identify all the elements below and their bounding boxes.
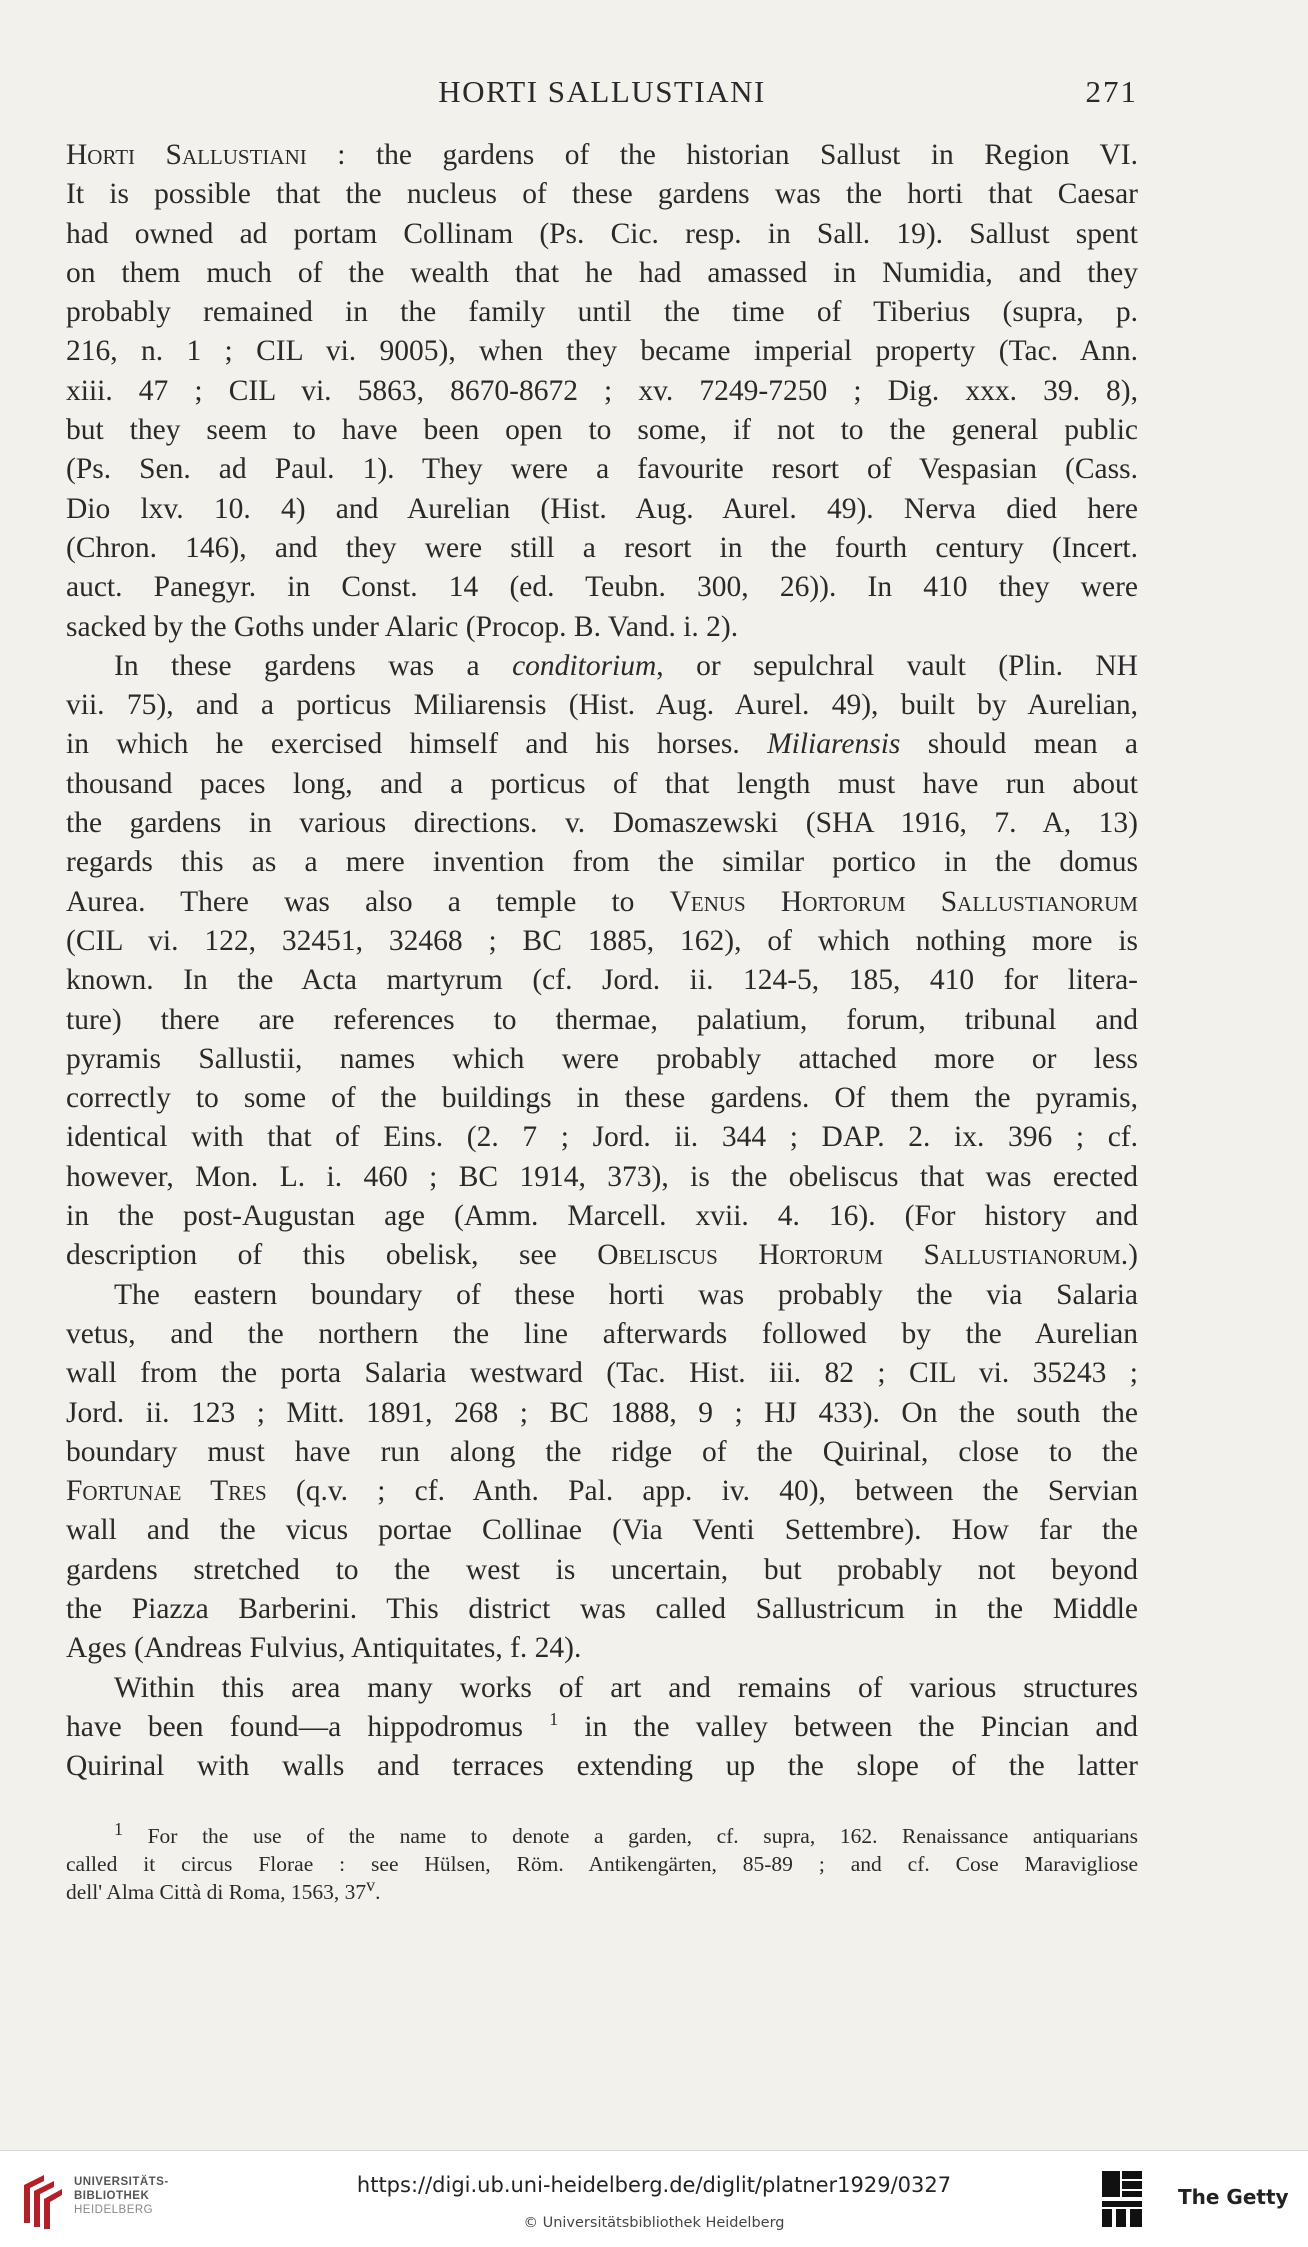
- text-line: identical with that of Eins. (2. 7 ; Jord. ii. 344 ; DAP. 2. ix. 396 ; cf.: [66, 1121, 1138, 1154]
- footnote-line: dell' Alma Città di Roma, 1563, 37$^v$.: [66, 1874, 381, 1904]
- text-line: Horti Sallustiani : the gardens of the historian Sallust in Region VI.: [66, 139, 1138, 171]
- main-text: [66, 136, 1138, 1786]
- running-title: HORTI SALLUSTIANI: [438, 74, 766, 109]
- italic-term: Miliarensis: [767, 728, 901, 761]
- text-line: 216, n. 1 ; CIL vi. 9005), when they became imperial property (Tac. Ann.: [66, 335, 1138, 368]
- text-line: description of this obelisk, see Obeliscus Hortorum Sallustianorum.): [66, 1239, 1138, 1272]
- cross-reference: Fortunae Tres: [66, 1475, 267, 1508]
- text-line: Fortunae Tres (q.v. ; cf. Anth. Pal. app. iv. 40), between the Servian: [66, 1475, 1138, 1508]
- superscript: v: [366, 1874, 376, 1895]
- text-line: on them much of the wealth that he had amassed in Numidia, and they: [66, 256, 1138, 289]
- text-line: in the post-Augustan age (Amm. Marcell. xvii. 4. 16). (For history and: [66, 1200, 1138, 1233]
- text-line: Quirinal with walls and terraces extending up the slope of the latter: [66, 1750, 1138, 1783]
- text-line: sacked by the Goths under Alaric (Procop. B. Vand. i. 2).: [66, 610, 739, 643]
- text-line: in which he exercised himself and his horses. Miliarensis should mean a: [66, 728, 1139, 761]
- partner-name: The Getty: [1178, 2185, 1289, 2209]
- italic-term: conditorium: [512, 649, 657, 682]
- text-line: known. In the Acta martyrum (cf. Jord. ii. 124-5, 185, 410 for litera-: [66, 964, 1138, 997]
- footnotes: [66, 1818, 1138, 1906]
- text-line: ture) there are references to thermae, palatium, forum, tribunal and: [66, 1003, 1138, 1036]
- library-name: UNIVERSITÄTS- BIBLIOTHEK HEIDELBERG: [74, 2176, 169, 2216]
- text-line: (Ps. Sen. ad Paul. 1). They were a favourite resort of Vespasian (Cass.: [66, 453, 1138, 486]
- footnote-number: 1: [114, 1818, 123, 1839]
- text-line: (CIL vi. 122, 32451, 32468 ; BC 1885, 162), of which nothing more is: [66, 924, 1138, 957]
- text-line: The eastern boundary of these horti was probably the via Salaria: [114, 1278, 1138, 1311]
- getty-logo-icon[interactable]: [1098, 2167, 1146, 2231]
- text-line: regards this as a mere invention from the similar portico in the domus: [66, 846, 1138, 879]
- text-line: had owned ad portam Collinam (Ps. Cic. resp. in Sall. 19). Sallust spent: [66, 217, 1138, 250]
- text-line: vetus, and the northern the line afterwards followed by the Aurelian: [66, 1317, 1138, 1350]
- permalink-url[interactable]: https://digi.ub.uni-heidelberg.de/diglit/platner1929/0327: [356, 2173, 952, 2197]
- text-line: thousand paces long, and a porticus of that length must have run about: [66, 767, 1138, 800]
- copyright-notice: © Universitätsbibliothek Heidelberg: [523, 2215, 785, 2231]
- text-line: pyramis Sallustii, names which were probably attached more or less: [66, 1042, 1138, 1075]
- text-line: boundary must have run along the ridge of the Quirinal, close to the: [66, 1435, 1138, 1468]
- text-line: Aurea. There was also a temple to Venus Hortorum Sallustianorum: [66, 885, 1138, 918]
- footnote-marker: 1: [549, 1709, 559, 1730]
- text-line: Ages (Andreas Fulvius, Antiquitates, f. 24).: [66, 1632, 582, 1665]
- text-line: have been found—a hippodromus $^1$ in the valley between the Pincian and: [66, 1709, 1138, 1743]
- text-line: Jord. ii. 123 ; Mitt. 1891, 268 ; BC 1888, 9 ; HJ 433). On the south the: [66, 1396, 1138, 1429]
- text-line: In these gardens was a conditorium, or sepulchral vault (Plin. NH: [114, 649, 1138, 682]
- text-line: vii. 75), and a porticus Miliarensis (Hist. Aug. Aurel. 49), built by Aurelian,: [66, 689, 1138, 722]
- text-line: correctly to some of the buildings in these gardens. Of them the pyramis,: [66, 1082, 1138, 1115]
- text-line: the Piazza Barberini. This district was called Sallustricum in the Middle: [66, 1592, 1138, 1625]
- text-line: the gardens in various directions. v. Domaszewski (SHA 1916, 7. A, 13): [66, 807, 1138, 840]
- running-head: [66, 74, 1138, 114]
- footnote-line: $^1$ For the use of the name to denote a garden, cf. supra, 162. Renaissance antiquarians: [114, 1818, 1138, 1848]
- text-line: wall from the porta Salaria westward (Tac. Hist. iii. 82 ; CIL vi. 35243 ;: [66, 1357, 1138, 1390]
- text-line: but they seem to have been open to some, if not to the general public: [66, 414, 1138, 447]
- text-line: probably remained in the family until the time of Tiberius (supra, p.: [66, 296, 1138, 329]
- entry-heading: Horti Sallustiani: [66, 139, 307, 171]
- text-line: (Chron. 146), and they were still a resort in the fourth century (Incert.: [66, 531, 1138, 564]
- page-number: 271: [1085, 74, 1138, 109]
- text-line: xiii. 47 ; CIL vi. 5863, 8670-8672 ; xv. 7249-7250 ; Dig. xxx. 39. 8),: [66, 374, 1138, 407]
- text-line: auct. Panegyr. in Const. 14 (ed. Teubn. 300, 26)). In 410 they were: [66, 571, 1138, 604]
- text-line: wall and the vicus portae Collinae (Via Venti Settembre). How far the: [66, 1514, 1138, 1547]
- text-line: gardens stretched to the west is uncertain, but probably not beyond: [66, 1553, 1138, 1586]
- text-line: however, Mon. L. i. 460 ; BC 1914, 373), is the obeliscus that was erected: [66, 1160, 1138, 1193]
- cross-reference: Venus Hortorum Sallustianorum: [669, 885, 1138, 918]
- text-line: It is possible that the nucleus of these gardens was the horti that Caesar: [66, 178, 1138, 211]
- viewer-footer: [0, 2150, 1308, 2247]
- cross-reference: Obeliscus Hortorum Sallustianorum: [597, 1239, 1121, 1272]
- footnote-line: called it circus Florae : see Hülsen, Röm. Antikengärten, 85-89 ; and cf. Cose Maravigliose: [66, 1851, 1138, 1876]
- text-line: Within this area many works of art and remains of various structures: [114, 1671, 1138, 1704]
- text-line: Dio lxv. 10. 4) and Aurelian (Hist. Aug. Aurel. 49). Nerva died here: [66, 492, 1138, 525]
